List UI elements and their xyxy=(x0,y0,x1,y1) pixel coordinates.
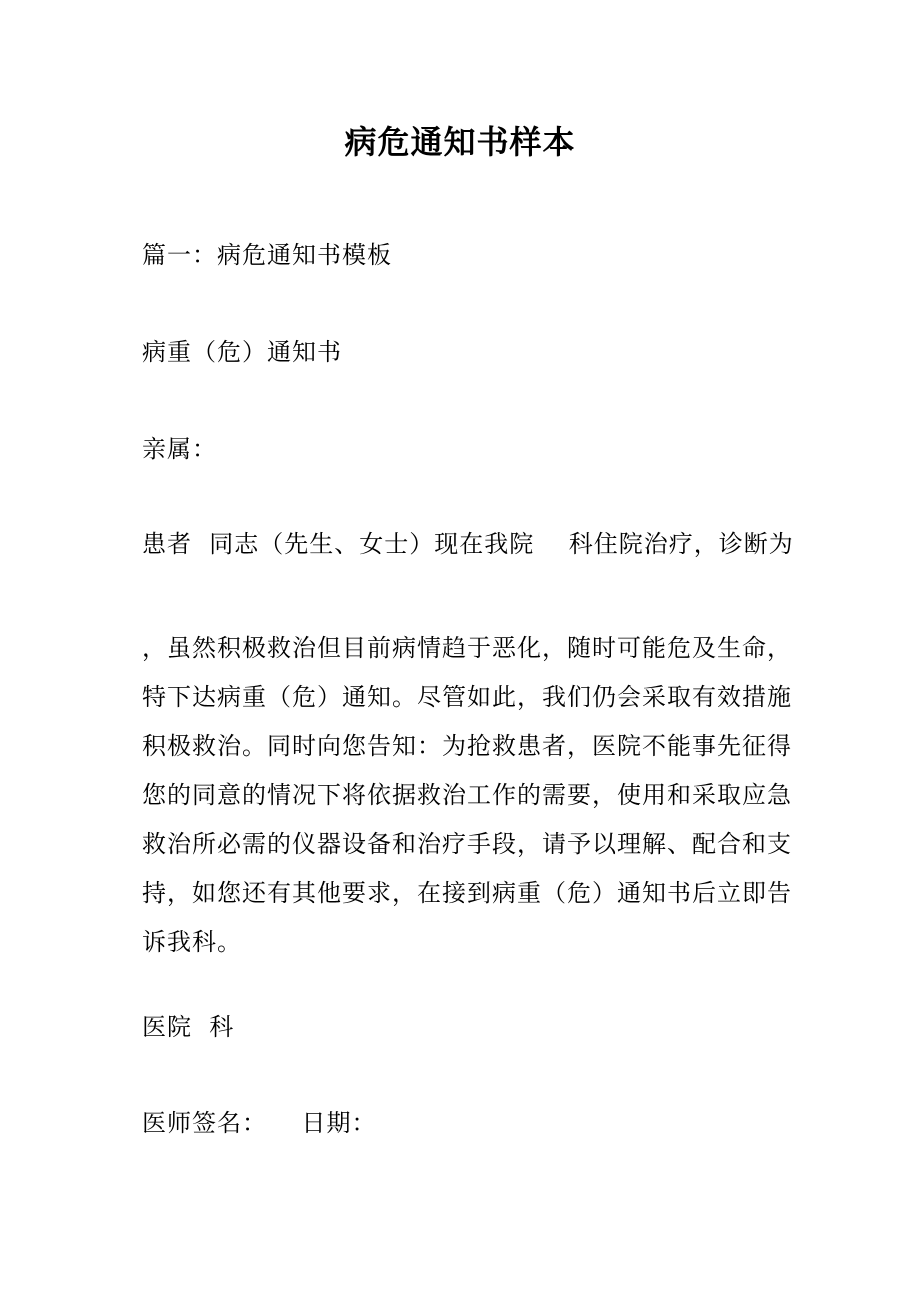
patient-line: 患者 同志（先生、女士）现在我院 科住院治疗，诊断为 xyxy=(142,530,794,558)
document-title: 病危通知书样本 xyxy=(344,123,576,161)
body-line: 特下达病重（危）通知。尽管如此，我们仍会采取有效措施 xyxy=(142,683,792,711)
notice-body xyxy=(142,624,792,967)
body-line: 持，如您还有其他要求，在接到病重（危）通知书后立即告 xyxy=(142,879,792,907)
signature-date-line: 医师签名： 日期： xyxy=(142,1109,377,1137)
body-line: ，虽然积极救治但目前病情趋于恶化，随时可能危及生命， xyxy=(142,634,792,662)
body-line: 积极救治。同时向您告知：为抢救患者，医院不能事先征得 xyxy=(142,732,792,760)
notice-title: 病重（危）通知书 xyxy=(142,338,342,366)
part-heading: 篇一：病危通知书模板 xyxy=(142,241,392,269)
hospital-department: 医院 科 xyxy=(142,1013,235,1041)
body-line: 您的同意的情况下将依据救治工作的需要，使用和采取应急 xyxy=(142,781,792,809)
body-line: 诉我科。 xyxy=(142,928,242,956)
relatives-label: 亲属： xyxy=(142,435,217,463)
body-line: 救治所必需的仪器设备和治疗手段，请予以理解、配合和支 xyxy=(142,830,792,858)
